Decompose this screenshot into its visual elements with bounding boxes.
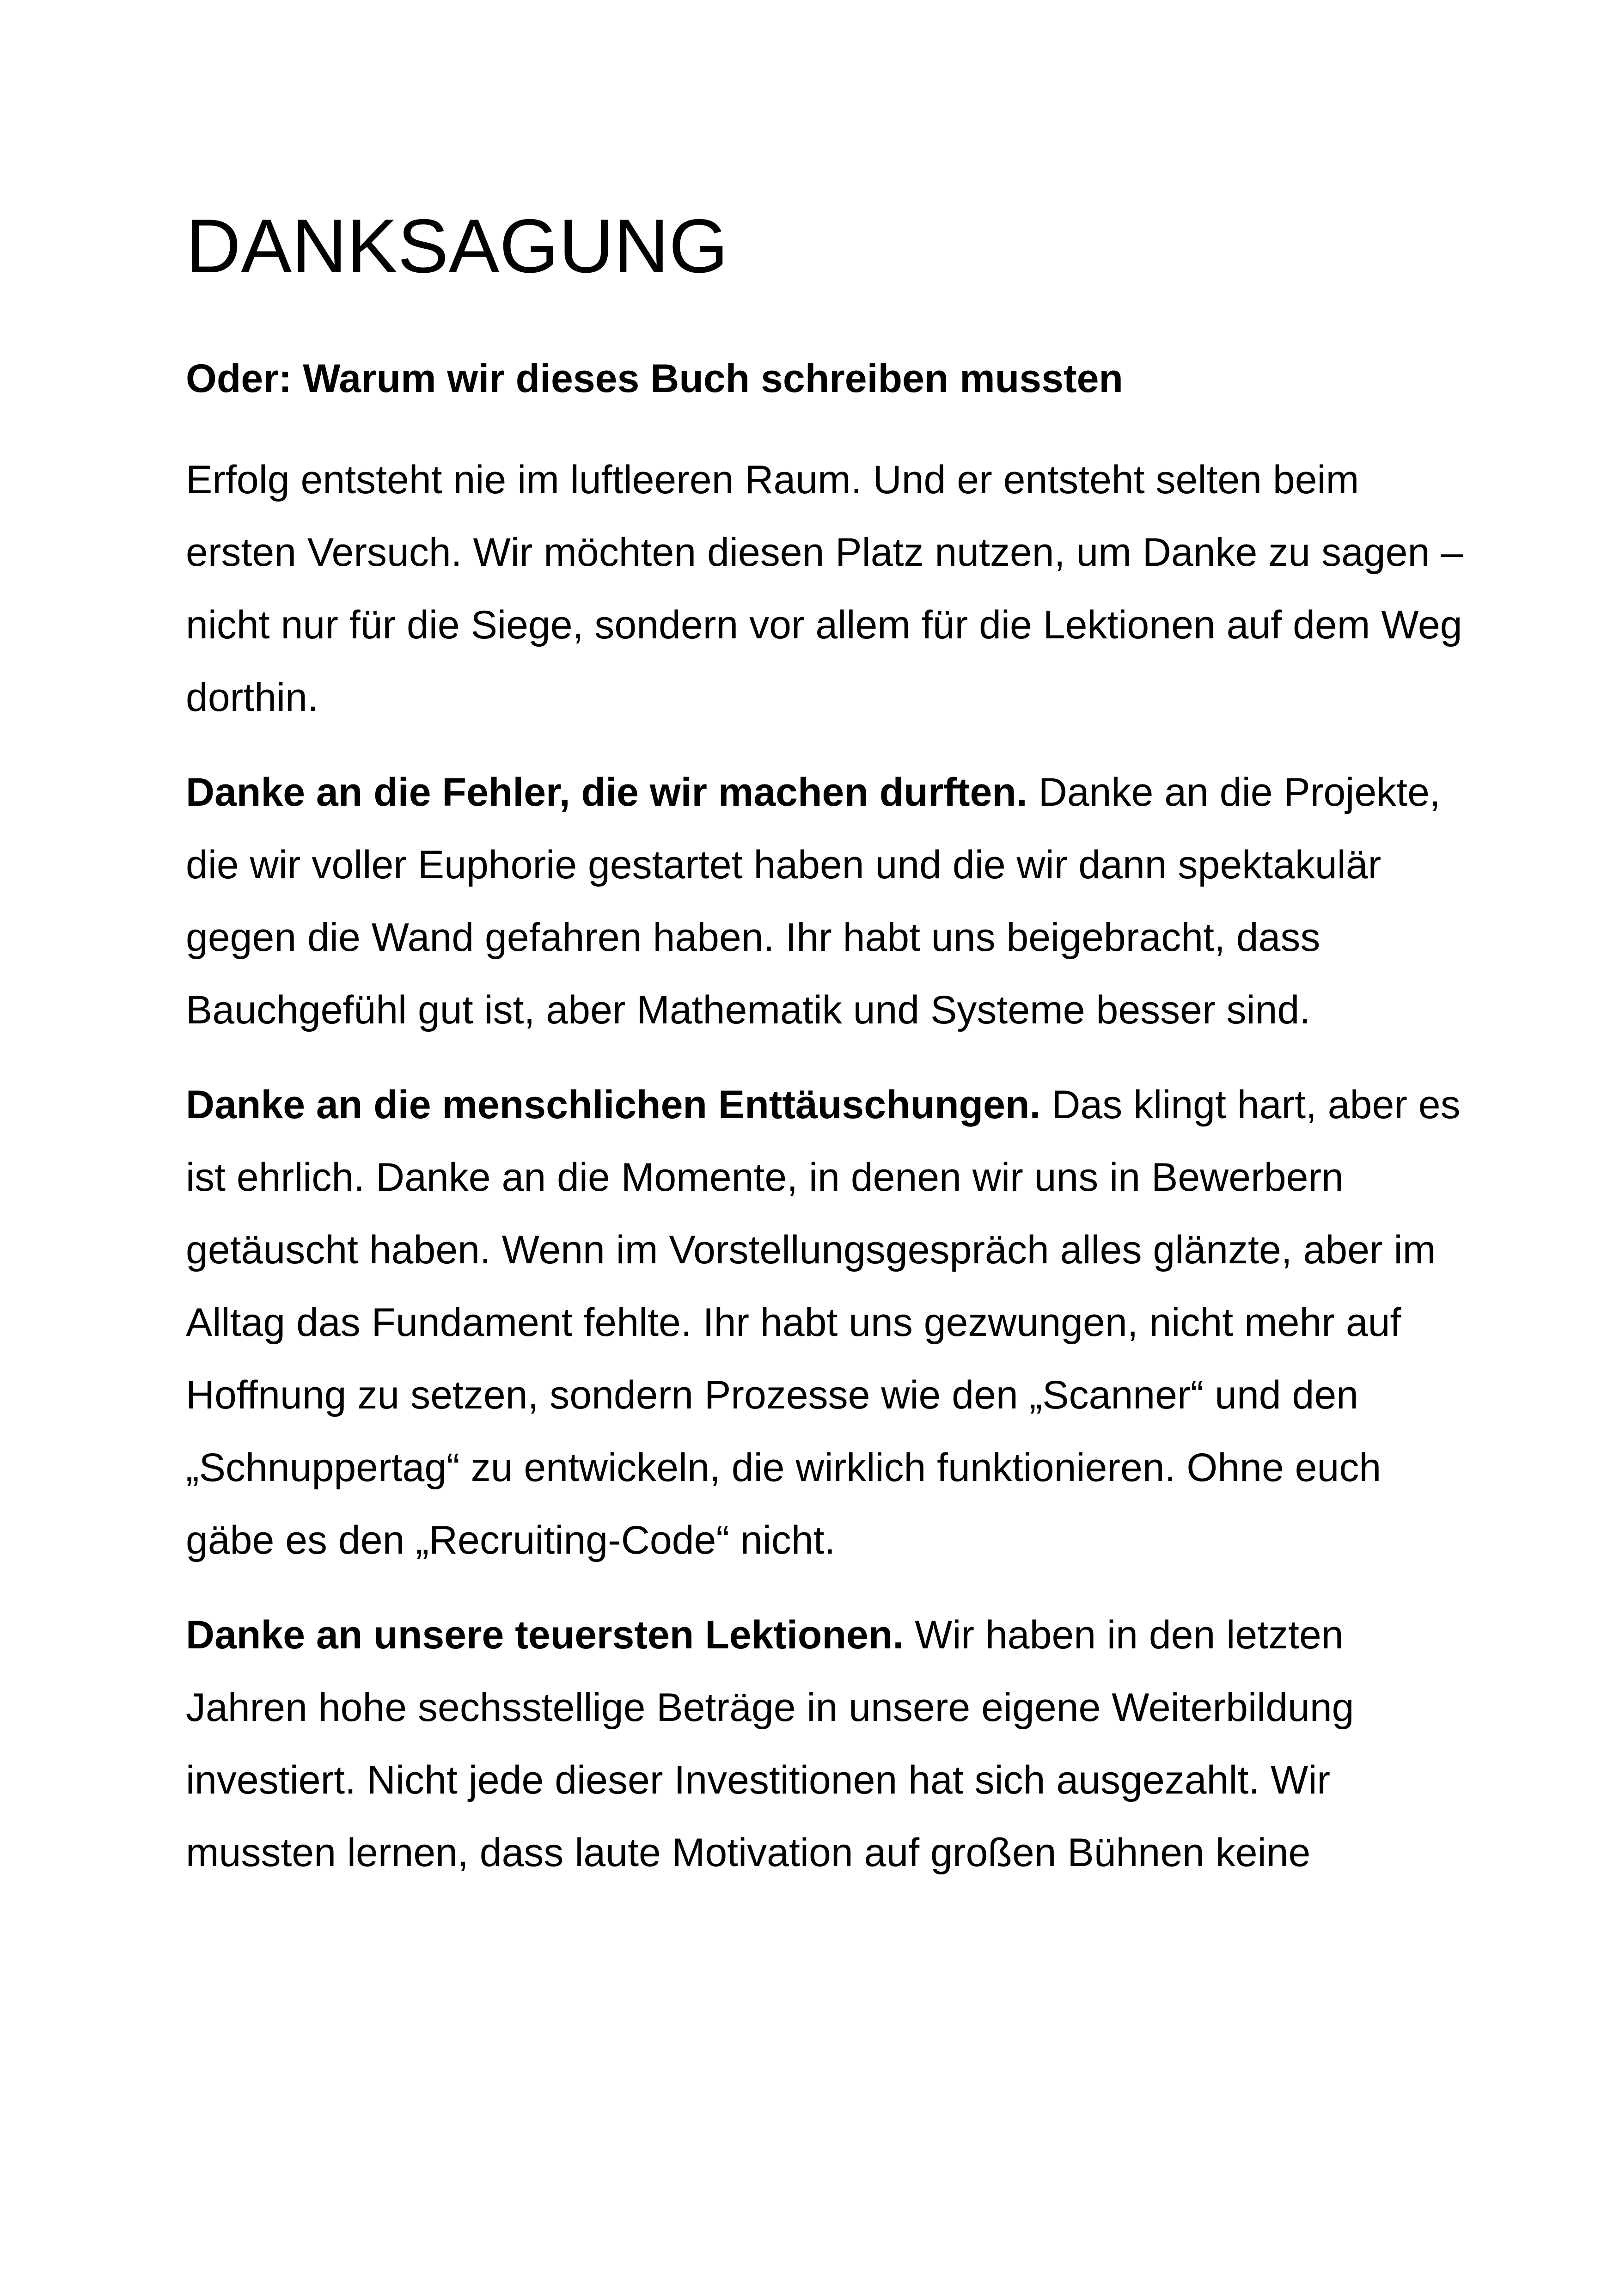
page-subtitle: Oder: Warum wir dieses Buch schreiben mussten [186,356,1123,401]
paragraph-text: Das klingt hart, aber es ist ehrlich. Danke an die Momente, in denen wir uns in Bewerbern getäuscht haben. Wenn im Vorstellungsgespräch alles glänzte, aber im Alltag das Fundament fehlte. Ihr habt uns gezwungen, nicht mehr auf Hoffnung zu setzen, sondern Prozesse wie den „Scanner“ und den „Schnuppertag“ zu entwickeln, die wirklich funktionieren. Ohne euch gäbe es den „Recruiting-Code“ nicht. [186,1083,1461,1562]
body-text [186,444,1471,1911]
paragraph-lead: Danke an die Fehler, die wir machen durften. [186,770,1027,814]
paragraph-lead: Danke an die menschlichen Enttäuschungen. [186,1083,1041,1127]
paragraph-lead: Danke an unsere teuersten Lektionen. [186,1613,904,1657]
paragraph-text: Danke an die Projekte, die wir voller Euphorie gestartet haben und die wir dann spektakulär gegen die Wand gefahren haben. Ihr habt uns beigebracht, dass Bauchgefühl gut ist, aber Mathematik und Systeme besser sind. [186,770,1441,1032]
paragraph-enttaeuschungen [186,1069,1471,1577]
paragraph-lektionen [186,1599,1471,1889]
paragraph-fehler [186,756,1471,1047]
paragraph-text: Wir haben in den letzten Jahren hohe sechsstellige Beträge in unsere eigene Weiterbildung investiert. Nicht jede dieser Investitionen hat sich ausgezahlt. Wir mussten lernen, dass laute Motivation auf großen Bühnen keine [186,1613,1354,1875]
paragraph-intro [186,444,1471,734]
paragraph-text: Erfolg entsteht nie im luftleeren Raum. Und er entsteht selten beim ersten Versuch. Wir möchten diesen Platz nutzen, um Danke zu sagen – nicht nur für die Siege, sondern vor allem für die Lektionen auf dem Weg dorthin. [186,458,1463,720]
page-title: DANKSAGUNG [186,203,728,288]
